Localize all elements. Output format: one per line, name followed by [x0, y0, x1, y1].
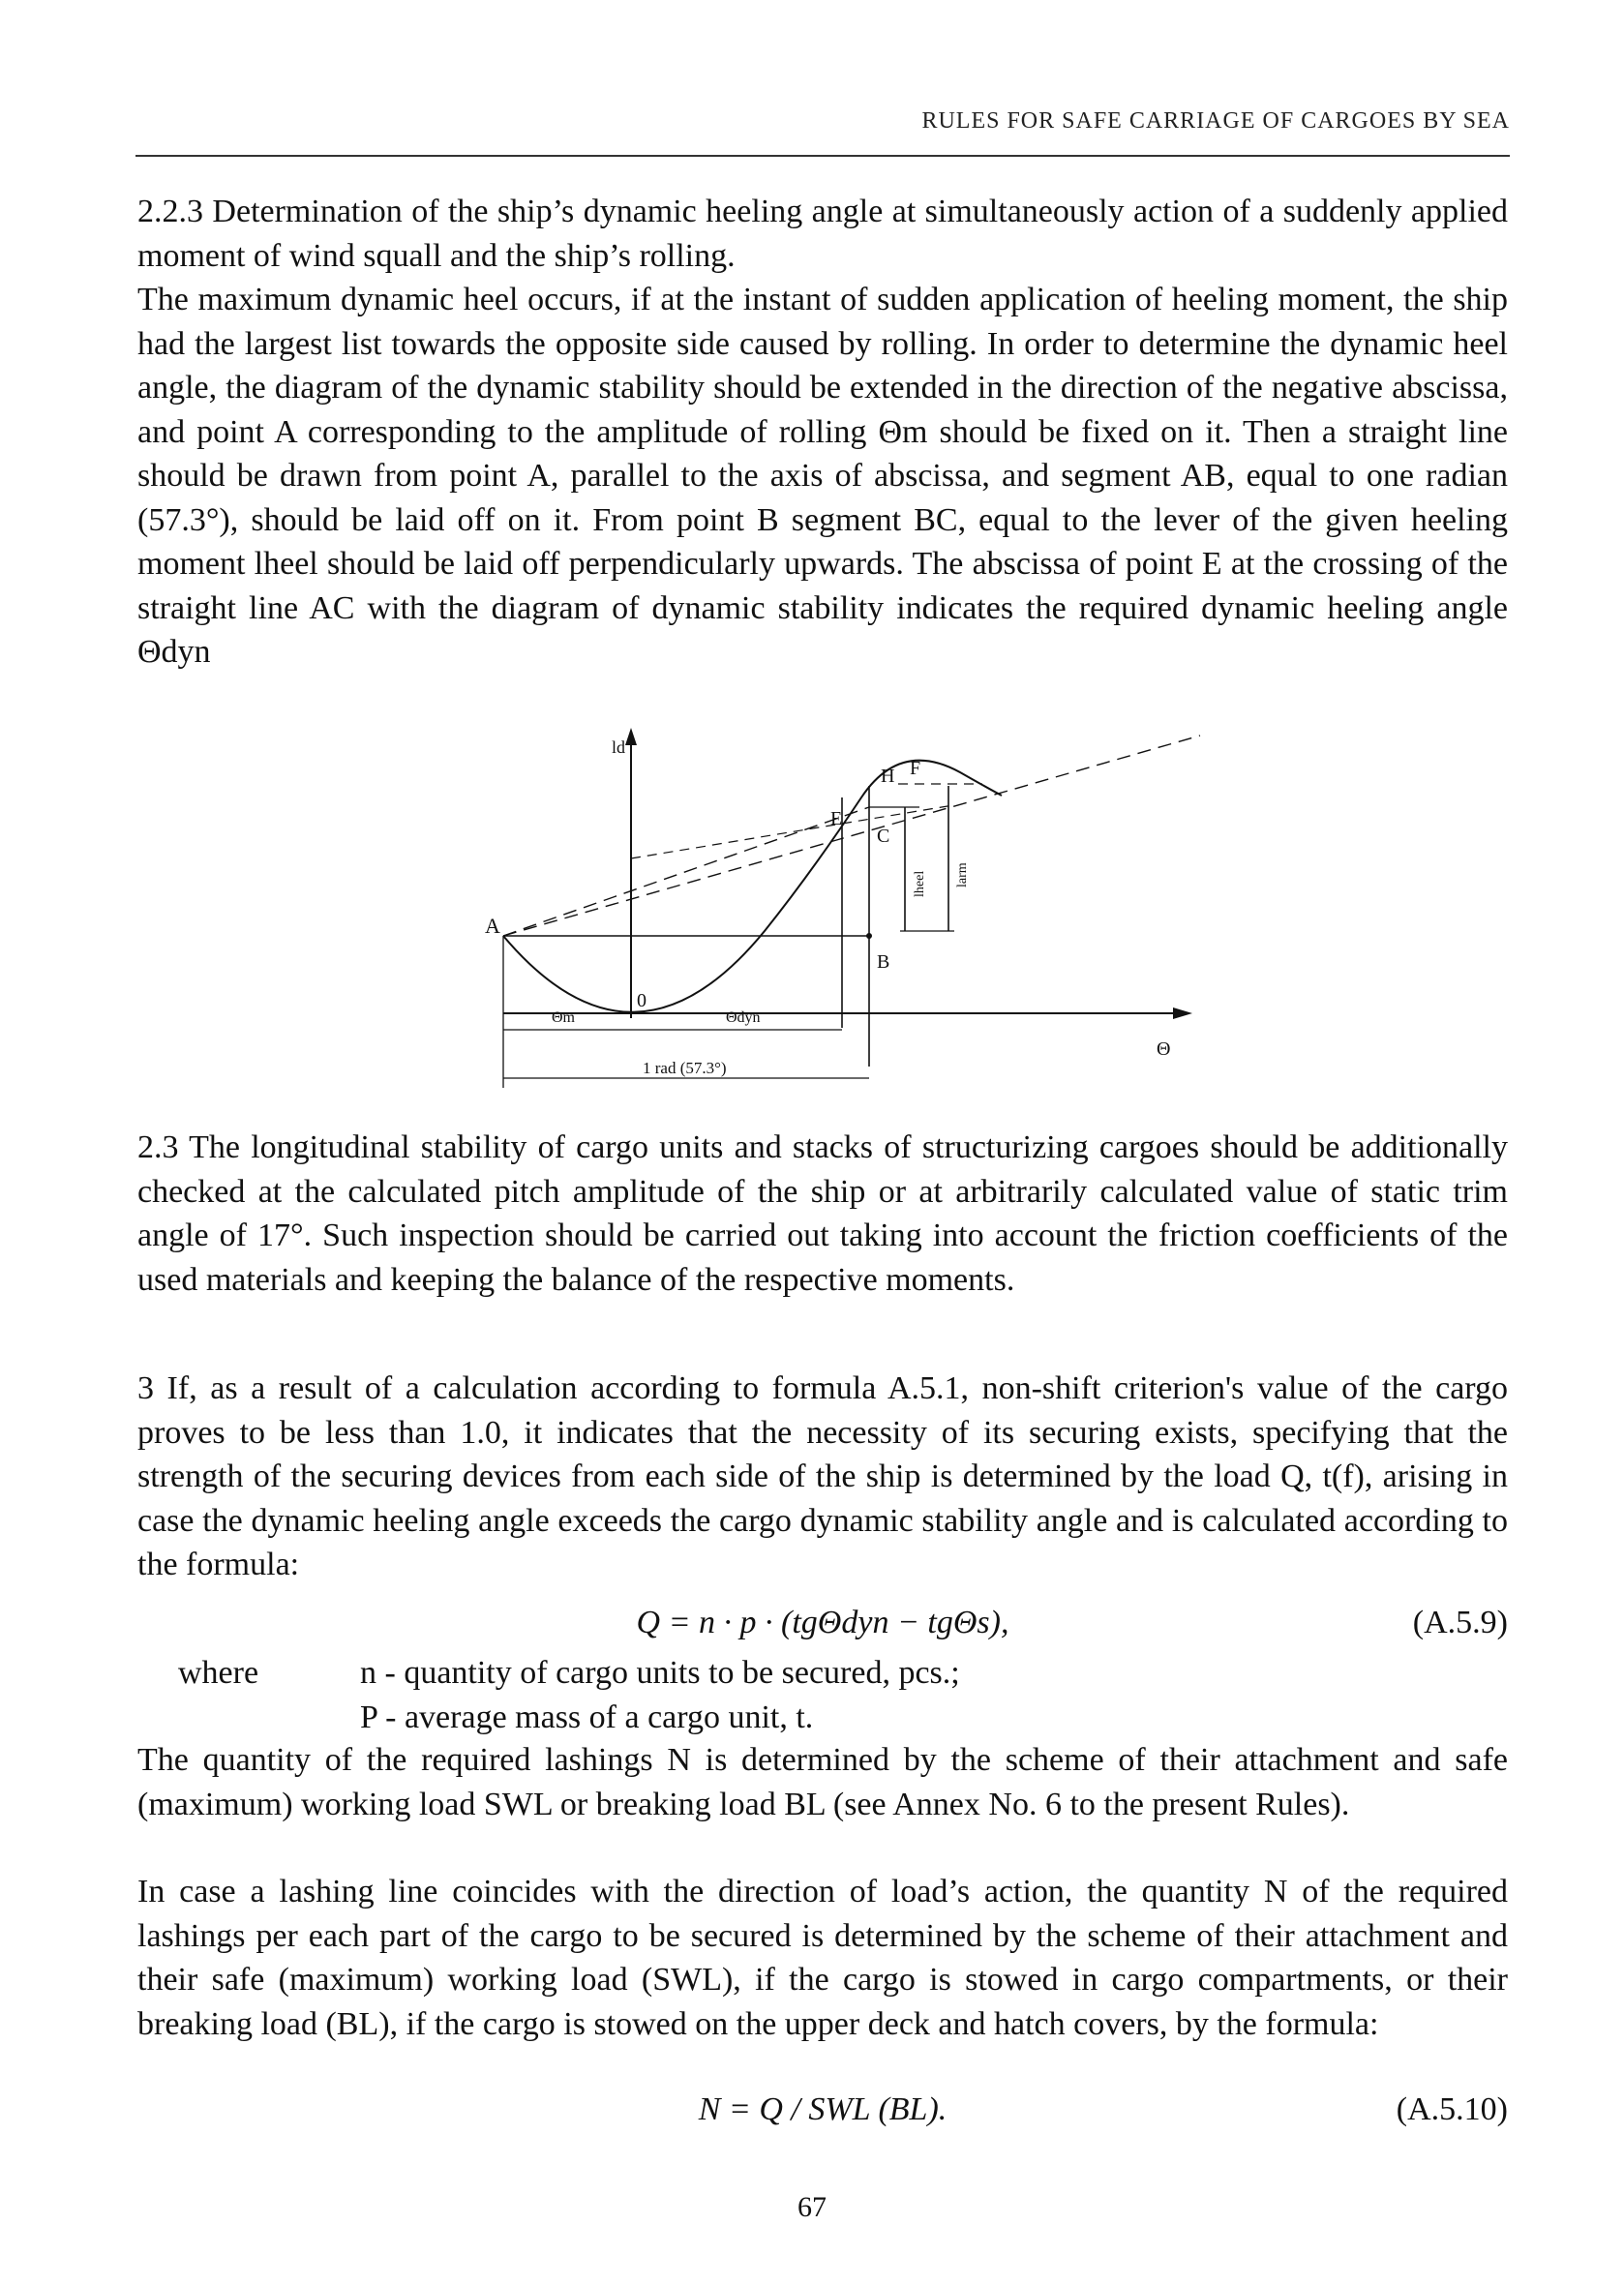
section-3 [137, 1367, 1508, 1587]
paragraph-quantity [137, 1738, 1508, 1826]
label-theta-m: Θm [552, 1009, 575, 1026]
label-o: 0 [637, 990, 647, 1011]
formula-a-5-9-number: (A.5.9) [1412, 1605, 1508, 1640]
diagram-svg [406, 728, 1229, 1105]
header-divider [135, 155, 1510, 157]
where-p-definition: P - average mass of a cargo unit, t. [360, 1699, 814, 1735]
section-2-3-text: 2.3 The longitudinal stability of cargo units and stacks of structurizing cargoes should be additionally checked at the calculated pitch amplitude of the ship or at arbitrarily calculated value of static trim angle of 17°. Such inspection should be carried out taking into account the friction coefficients of the used materials and keeping the balance of the respective moments. [137, 1129, 1508, 1298]
label-b: B [877, 951, 890, 973]
label-a: A [485, 914, 500, 938]
label-one-rad: 1 rad (57.3°) [643, 1059, 727, 1077]
label-ld: ld [612, 737, 626, 757]
dynamic-stability-diagram [406, 728, 1229, 1105]
tangent-line-af [503, 736, 1200, 936]
section-2-3 [137, 1126, 1508, 1302]
label-theta-axis: Θ [1157, 1038, 1171, 1060]
formula-a-5-10-number: (A.5.10) [1396, 2091, 1508, 2127]
section-2-2-3 [137, 190, 1508, 675]
label-e: E [830, 808, 843, 829]
label-theta-dyn: Θdyn [726, 1009, 761, 1026]
page-number: 67 [797, 2191, 827, 2223]
formula-a-5-9-expression: Q = n · p · (tgΘdyn − tgΘs), [636, 1605, 1009, 1640]
label-f: F [910, 758, 921, 779]
formula-a-5-10-expression: N = Q / SWL (BL). [698, 2091, 947, 2127]
label-larm: larm [955, 862, 970, 887]
paragraph-case [137, 1870, 1508, 2046]
label-c: C [877, 826, 890, 847]
paragraph-case-text: In case a lashing line coincides with the direction of load’s action, the quantity N of the required lashings per each part of the cargo to be secured is determined by the scheme of their attachment and their safe (maximum) working load (SWL), if the cargo is stowed in cargo compartments, or their breaking load (BL), if the cargo is stowed on the upper deck and hatch covers, by the formula: [137, 1874, 1508, 2042]
section-2-2-3-heading: 2.2.3 Determination of the ship’s dynamic heeling angle at simultaneously action of a suddenly applied moment of wind squall and the ship’s rolling. [137, 194, 1508, 274]
section-2-2-3-body: The maximum dynamic heel occurs, if at the instant of sudden application of heeling moment, the ship had the largest list towards the opposite side caused by rolling. In order to determine the dynamic heel angle, the diagram of the dynamic stability should be extended in the direction of the negative abscissa, and point A corresponding to the amplitude of rolling Θm should be fixed on it. Then a straight line should be drawn from point A, parallel to the axis of abscissa, and segment AB, equal to one radian (57.3°), should be laid off on it. From point B segment BC, equal to the lever of the given heeling moment lheel should be laid off perpendicularly upwards. The abscissa of point E at the crossing of the straight line AC with the diagram of dynamic stability indicates the required dynamic heeling angle Θdyn [137, 282, 1508, 670]
paragraph-quantity-text: The quantity of the required lashings N is determined by the scheme of their attachment and safe (maximum) working load SWL or breaking load BL (see Annex No. 6 to the present Rules). [137, 1742, 1508, 1822]
y-axis-arrow [625, 728, 637, 745]
label-lheel: lheel [913, 870, 927, 897]
where-label: where [178, 1655, 259, 1691]
label-h: H [881, 766, 895, 787]
where-n-definition: n - quantity of cargo units to be secured, pcs.; [360, 1655, 960, 1691]
x-axis-arrow [1173, 1007, 1192, 1019]
point-b-dot [866, 933, 872, 939]
section-3-text: 3 If, as a result of a calculation according to formula A.5.1, non-shift criterion's value of the cargo proves to be less than 1.0, it indicates that the necessity of its securing exists, specifying that the strength of the securing devices from each side of the ship is determined by the load Q, t(f), arising in case the dynamic heeling angle exceeds the cargo dynamic stability angle and is calculated according to the formula: [137, 1370, 1508, 1582]
line-ac [503, 807, 869, 936]
running-header: RULES FOR SAFE CARRIAGE OF CARGOES BY SEA [921, 108, 1510, 134]
